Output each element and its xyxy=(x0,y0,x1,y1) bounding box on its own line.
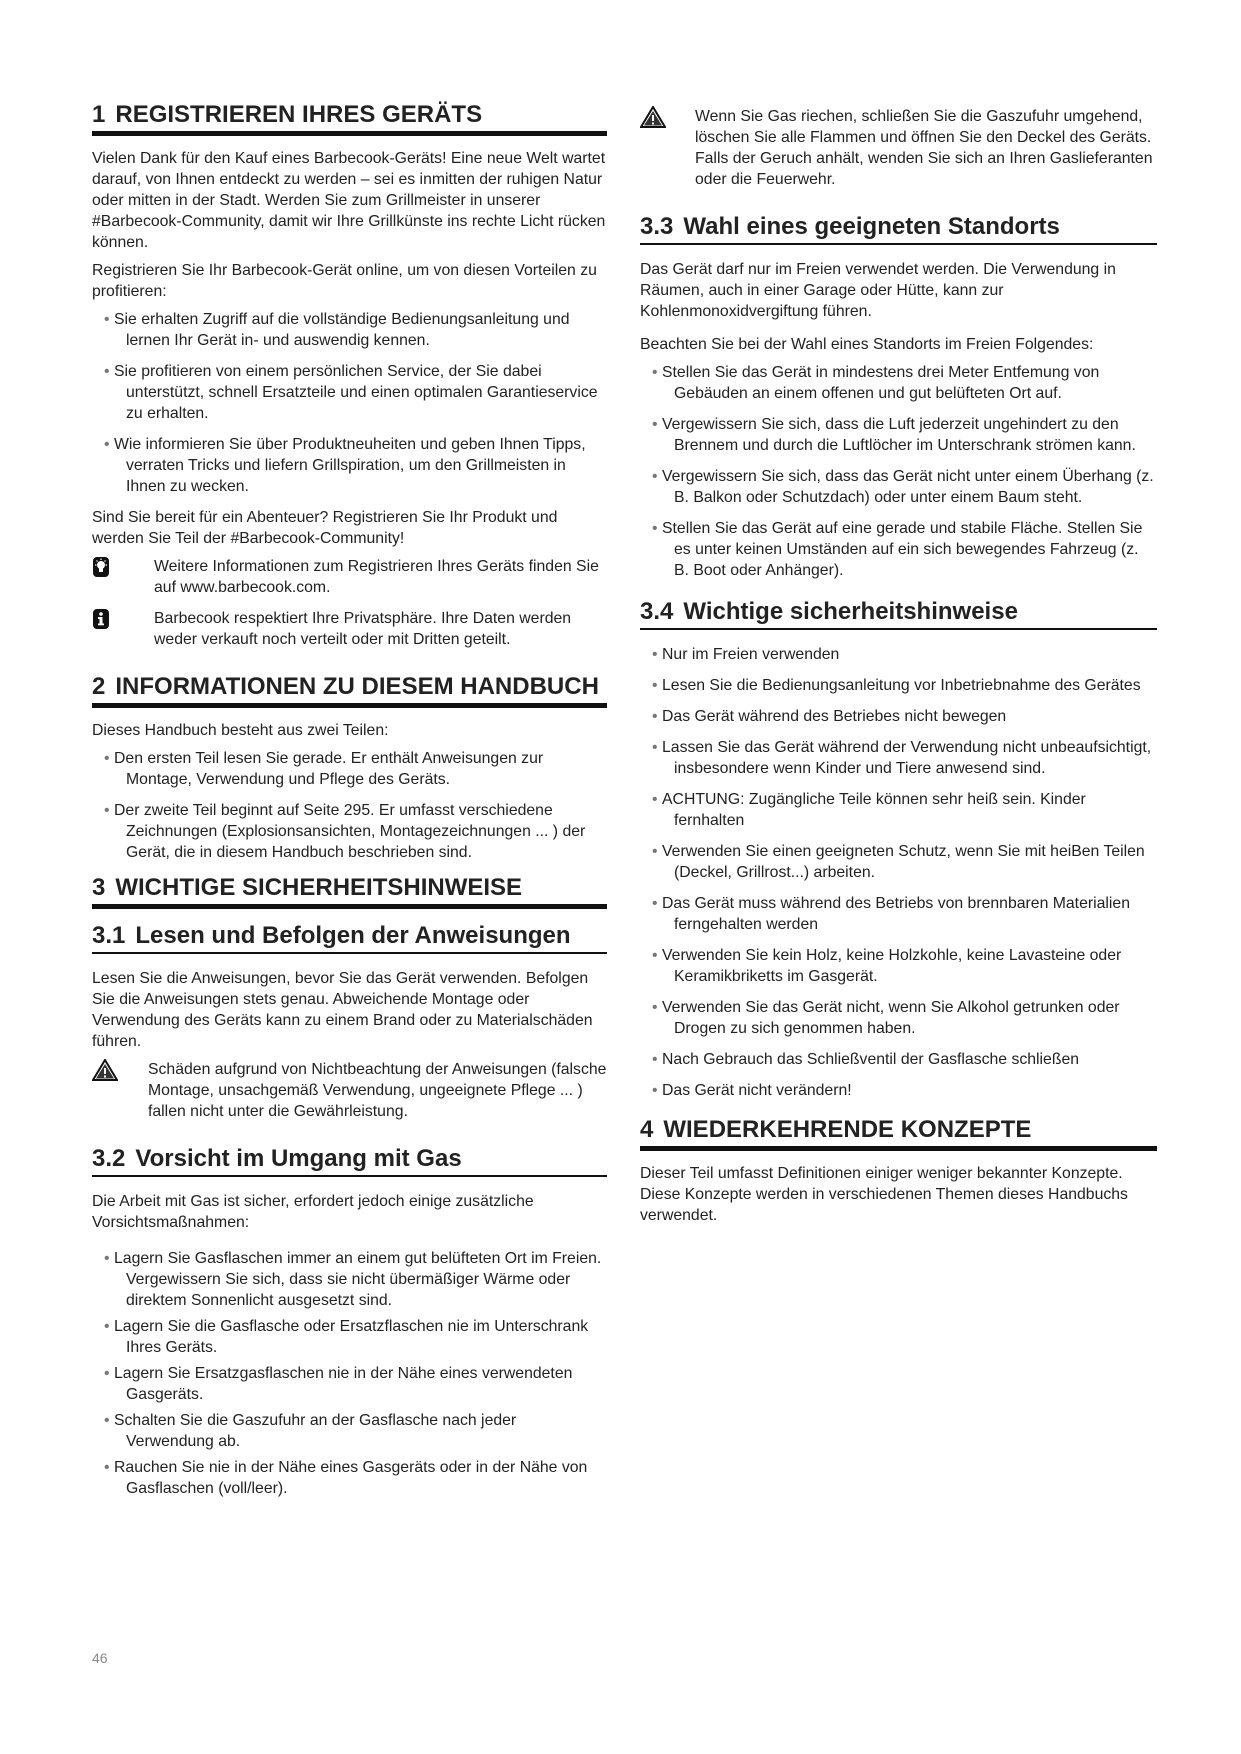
list-item: • Lagern Sie die Gasflasche oder Ersatzflaschen nie im Unterschrank Ihres Geräts. xyxy=(92,1316,607,1358)
lightbulb-icon xyxy=(92,556,154,583)
list-item: • Lesen Sie die Bedienungsanleitung vor Inbetriebnahme des Gerätes xyxy=(640,675,1157,696)
list-item: • Der zweite Teil beginnt auf Seite 295. Er umfasst verschiedene Zeichnungen (Explosionsansichten, Montagezeichnungen ... ) der Gerät, die in diesem Handbuch beschrieben sind. xyxy=(92,800,607,863)
section-1-benefits-intro: Registrieren Sie Ihr Barbecook-Gerät online, um von diesen Vorteilen zu profitieren: xyxy=(92,262,597,300)
section-1-cta: Sind Sie bereit für ein Abenteuer? Registrieren Sie Ihr Produkt und werden Sie Teil der #Barbecook-Community! xyxy=(92,509,558,547)
list-item: • Sie erhalten Zugriff auf die vollständige Bedienungsanleitung und lernen Ihr Gerät in- und auswendig kennen. xyxy=(92,309,607,351)
section-3-2-intro: Die Arbeit mit Gas ist sicher, erfordert jedoch einige zusätzliche Vorsichtsmaßnahmen: xyxy=(92,1193,534,1231)
list-item: • Lassen Sie das Gerät während der Verwendung nicht unbeaufsichtigt, insbesondere wenn Kinder und Tiere anwesend sind. xyxy=(640,737,1157,779)
list-item: • Sie profitieren von einem persönlichen Service, der Sie dabei unterstützt, schnell Ersatzteile und einen optimalen Garantieservice zu erhalten. xyxy=(92,361,607,424)
section-1-benefits-list xyxy=(92,309,607,497)
tip-note xyxy=(92,556,607,598)
list-item: • Den ersten Teil lesen Sie gerade. Er enthält Anweisungen zur Montage, Verwendung und Pflege des Geräts. xyxy=(92,748,607,790)
warning-text: Schäden aufgrund von Nichtbeachtung der Anweisungen (falsche Montage, unsachgemäß Verwendung, ungeeignete Pflege ... ) fallen nicht unter die Gewährleistung. xyxy=(148,1061,607,1120)
list-item: • Wie informieren Sie über Produktneuheiten und geben Ihnen Tipps, verraten Tricks und liefern Grillspiration, um den Grillmeisten in Ihnen zu wecken. xyxy=(92,434,607,497)
list-item: • Nur im Freien verwenden xyxy=(640,644,1157,665)
gas-warning-text: Wenn Sie Gas riechen, schließen Sie die Gaszufuhr umgehend, löschen Sie alle Flammen und öffnen Sie den Deckel des Geräts. Falls der Geruch anhält, wenden Sie sich an Ihren Gaslieferanten oder die Feuerwehr. xyxy=(695,108,1153,188)
section-4-heading: 4 WIEDERKEHRENDE KONZEPTE xyxy=(640,1115,1157,1151)
section-3-4-list xyxy=(640,644,1157,1101)
list-item: • Verwenden Sie einen geeigneten Schutz, wenn Sie mit heiBen Teilen (Deckel, Grillrost...) arbeiten. xyxy=(640,841,1157,883)
section-3-4-heading: 3.4 Wichtige sicherheitshinweise xyxy=(640,597,1157,630)
list-item: • Verwenden Sie kein Holz, keine Holzkohle, keine Lavasteine oder Keramikbriketts im Gasgerät. xyxy=(640,945,1157,987)
info-text: Barbecook respektiert Ihre Privatsphäre. Ihre Daten werden weder verkauft noch verteilt oder mit Dritten geteilt. xyxy=(154,610,572,648)
section-3-2-heading: 3.2 Vorsicht im Umgang mit Gas xyxy=(92,1144,607,1177)
section-3-3-list xyxy=(640,362,1157,581)
gas-warning-note xyxy=(640,106,1157,190)
left-column xyxy=(92,100,607,1504)
section-3-3-intro: Beachten Sie bei der Wahl eines Standorts im Freien Folgendes: xyxy=(640,336,1094,353)
list-item: • Schalten Sie die Gaszufuhr an der Gasflasche nach jeder Verwendung ab. xyxy=(92,1410,607,1452)
list-item: • Rauchen Sie nie in der Nähe eines Gasgeräts oder in der Nähe von Gasflaschen (voll/leer). xyxy=(92,1457,607,1499)
section-2-heading: 2 INFORMATIONEN ZU DIESEM HANDBUCH xyxy=(92,672,607,708)
right-column xyxy=(640,104,1157,1233)
list-item: • Vergewissern Sie sich, dass das Gerät nicht unter einem Überhang (z. B. Balkon oder Schutzdach) oder unter einem Baum steht. xyxy=(640,466,1157,508)
list-item: • ACHTUNG: Zugängliche Teile können sehr heiß sein. Kinder fernhalten xyxy=(640,789,1157,831)
warning-icon xyxy=(92,1059,148,1086)
list-item: • Das Gerät während des Betriebes nicht bewegen xyxy=(640,706,1157,727)
section-3-2-list xyxy=(92,1248,607,1499)
section-1-heading: 1 REGISTRIEREN IHRES GERÄTS xyxy=(92,100,607,136)
warning-icon xyxy=(640,106,695,133)
list-item: • Das Gerät muss während des Betriebs von brennbaren Materialien ferngehalten werden xyxy=(640,893,1157,935)
info-icon xyxy=(92,608,154,635)
page-number: 46 xyxy=(92,1650,108,1666)
section-3-1-text: Lesen Sie die Anweisungen, bevor Sie das Gerät verwenden. Befolgen Sie die Anweisungen stets genau. Abweichende Montage oder Verwendung des Geräts kann zu einem Brand oder zu Materialschäden führen. xyxy=(92,970,593,1050)
list-item: • Nach Gebrauch das Schließventil der Gasflasche schließen xyxy=(640,1049,1157,1070)
section-3-heading: 3 WICHTIGE SICHERHEITSHINWEISE xyxy=(92,873,607,909)
list-item: • Lagern Sie Gasflaschen immer an einem gut belüfteten Ort im Freien. Vergewissern Sie sich, dass sie nicht übermäßiger Wärme oder direktem Sonnenlicht ausgesetzt sind. xyxy=(92,1248,607,1311)
section-1-intro: Vielen Dank für den Kauf eines Barbecook-Geräts! Eine neue Welt wartet darauf, von Ihnen entdeckt zu werden – sei es inmitten der ruhigen Natur oder mitten in der Stadt. Werden Sie zum Grillmeister in unserer #Barbecook-Community, damit wir Ihre Grillkünste ins rechte Licht rücken können. xyxy=(92,150,606,251)
tip-text: Weitere Informationen zum Registrieren Ihres Geräts finden Sie auf www.barbecook.com. xyxy=(154,558,599,596)
section-3-3-text: Das Gerät darf nur im Freien verwendet werden. Die Verwendung in Räumen, auch in einer Garage oder Hütte, kann zur Kohlenmonoxidvergiftung führen. xyxy=(640,261,1116,320)
warning-note xyxy=(92,1059,607,1122)
list-item: • Stellen Sie das Gerät auf eine gerade und stabile Fläche. Stellen Sie es unter keinen Umständen auf ein sich bewegendes Fahrzeug (z. B. Boot oder Anhänger). xyxy=(640,518,1157,581)
list-item: • Vergewissern Sie sich, dass die Luft jederzeit ungehindert zu den Brennem und durch die Luftlöcher im Unterschrank strömen kann. xyxy=(640,414,1157,456)
list-item: • Stellen Sie das Gerät in mindestens drei Meter Entfemung von Gebäuden an einem offenen und gut belüfteten Ort auf. xyxy=(640,362,1157,404)
section-3-1-heading: 3.1 Lesen und Befolgen der Anweisungen xyxy=(92,921,607,954)
section-2-intro: Dieses Handbuch besteht aus zwei Teilen: xyxy=(92,722,389,739)
section-4-text: Dieser Teil umfasst Definitionen einiger weniger bekannter Konzepte. Diese Konzepte werden in verschiedenen Themen dieses Handbuchs verwendet. xyxy=(640,1165,1128,1224)
list-item: • Lagern Sie Ersatzgasflaschen nie in der Nähe eines verwendeten Gasgeräts. xyxy=(92,1363,607,1405)
list-item: • Verwenden Sie das Gerät nicht, wenn Sie Alkohol getrunken oder Drogen zu sich genommen haben. xyxy=(640,997,1157,1039)
list-item: • Das Gerät nicht verändern! xyxy=(640,1080,1157,1101)
section-2-list xyxy=(92,748,607,863)
section-3-3-heading: 3.3 Wahl eines geeigneten Standorts xyxy=(640,212,1157,245)
info-note xyxy=(92,608,607,650)
